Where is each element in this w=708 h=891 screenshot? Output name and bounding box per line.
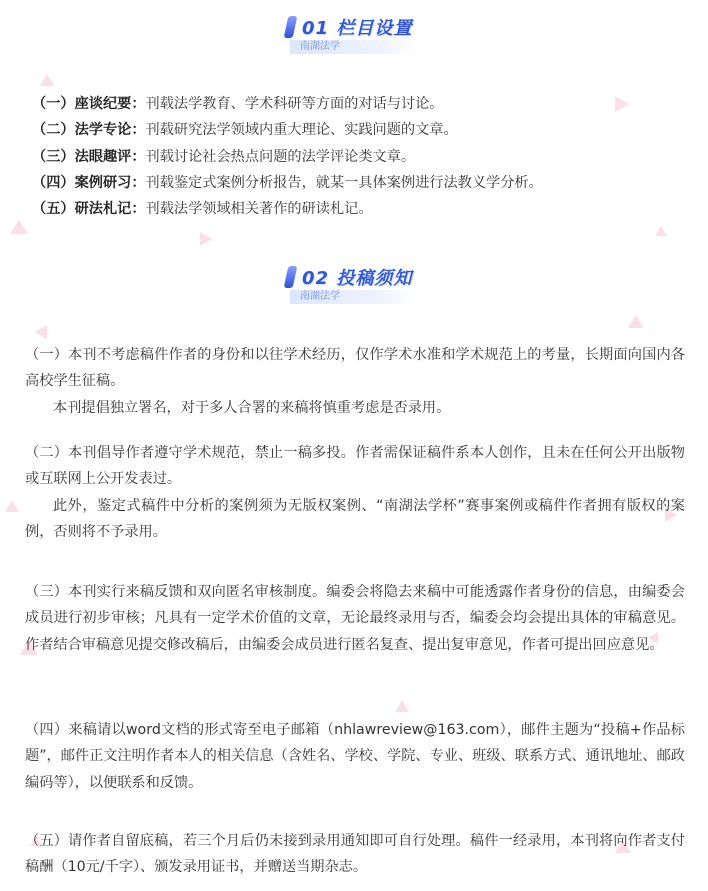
notice-text: （三）本刊实行来稿反馈和双向匿名审核制度。编委会将隐去来稿中可能透露作者身份的信息，由编委会成员进行初步审核；凡具有一定学术价值的文章，无论最终录用与否，编委会均会提出具体的审稿意见。作者结合审稿意见提交修改稿后，由编委会成员进行匿名复查、提出复审意见，作者可提出回应意见。 [25,584,685,653]
column-item [32,144,682,170]
section-title-text: 栏目设置 [336,18,413,39]
column-term: （三）法眼趣评： [32,148,146,165]
column-item [32,117,682,143]
section-title [302,264,412,290]
notice-text: （四）来稿请以word文档的形式寄至电子邮箱（nhlawreview@163.com），邮件主题为“投稿+作品标题”，邮件正文注明作者本人的相关信息（含姓名、学校、学院、专业、班级、联系方式、通讯地址、邮政编码等），以便联系和反馈。 [25,722,685,791]
column-term: （四）案例研习： [32,174,146,191]
decor-triangle [10,220,28,234]
section-header-badge [286,12,466,52]
decor-triangle [200,232,212,246]
section-number: 02 [302,268,330,289]
section-title [302,14,412,40]
notice-extra: 此外，鉴定式稿件中分析的案例须为无版权案例、“南湖法学杯”赛事案例或稿件作者拥有版权的案例，否则将不予录用。 [25,497,685,540]
column-item [32,196,682,222]
decor-triangle [35,325,47,339]
header-accent-bar [284,266,298,288]
notice-item [25,440,685,545]
decor-triangle [5,500,19,512]
column-term: （一）座谈纪要： [32,96,146,112]
section-number: 01 [302,18,330,39]
notice-extra: 本刊提倡独立署名，对于多人合署的来稿将慎重考虑是否录用。 [53,399,451,416]
column-item [32,91,682,117]
column-desc: 刊载法学领域相关著作的研读札记。 [145,201,373,218]
section-header-submission [0,262,708,302]
section-subtitle: 南湖法学 [290,40,416,54]
decor-triangle [655,226,667,236]
section-title-text: 投稿须知 [336,268,413,289]
column-desc: 刊载研究法学领域内重大理论、实践问题的文章。 [145,122,458,139]
header-accent-bar [284,16,298,38]
column-term: （五）研法札记： [32,201,146,218]
section-header-columns [0,12,708,52]
notice-text: （二）本刊倡导作者遵守学术规范，禁止一稿多投。作者需保证稿件系本人创作，且未在任何公开出版物或互联网上公开发表过。 [25,445,685,488]
column-term: （二）法学专论： [32,122,146,139]
notice-item [25,717,685,796]
section-header-badge [286,262,466,302]
column-desc: 刊载鉴定式案例分析报告，就某一具体案例进行法教义学分析。 [145,174,543,191]
notice-text: （五）请作者自留底稿，若三个月后仍未接到录用通知即可自行处理。稿件一经录用，本刊将向作者支付稿酬（10元/千字）、颁发录用证书，并赠送当期杂志。 [25,833,685,876]
column-desc: 刊载法学教育、学术科研等方面的对话与讨论。 [145,96,444,112]
notice-item [25,828,685,881]
notice-text: （一）本刊不考虑稿件作者的身份和以往学术经历，仅作学术水准和学术规范上的考量，长期面向国内各高校学生征稿。 [25,347,685,390]
decor-triangle [40,74,54,86]
column-item [32,170,682,196]
section-subtitle: 南湖法学 [290,290,416,304]
notice-item [25,342,685,421]
decor-triangle [628,315,644,328]
column-desc: 刊载讨论社会热点问题的法学评论类文章。 [145,148,416,165]
column-list [32,91,682,222]
decor-triangle [395,700,409,712]
notice-item [25,579,685,658]
